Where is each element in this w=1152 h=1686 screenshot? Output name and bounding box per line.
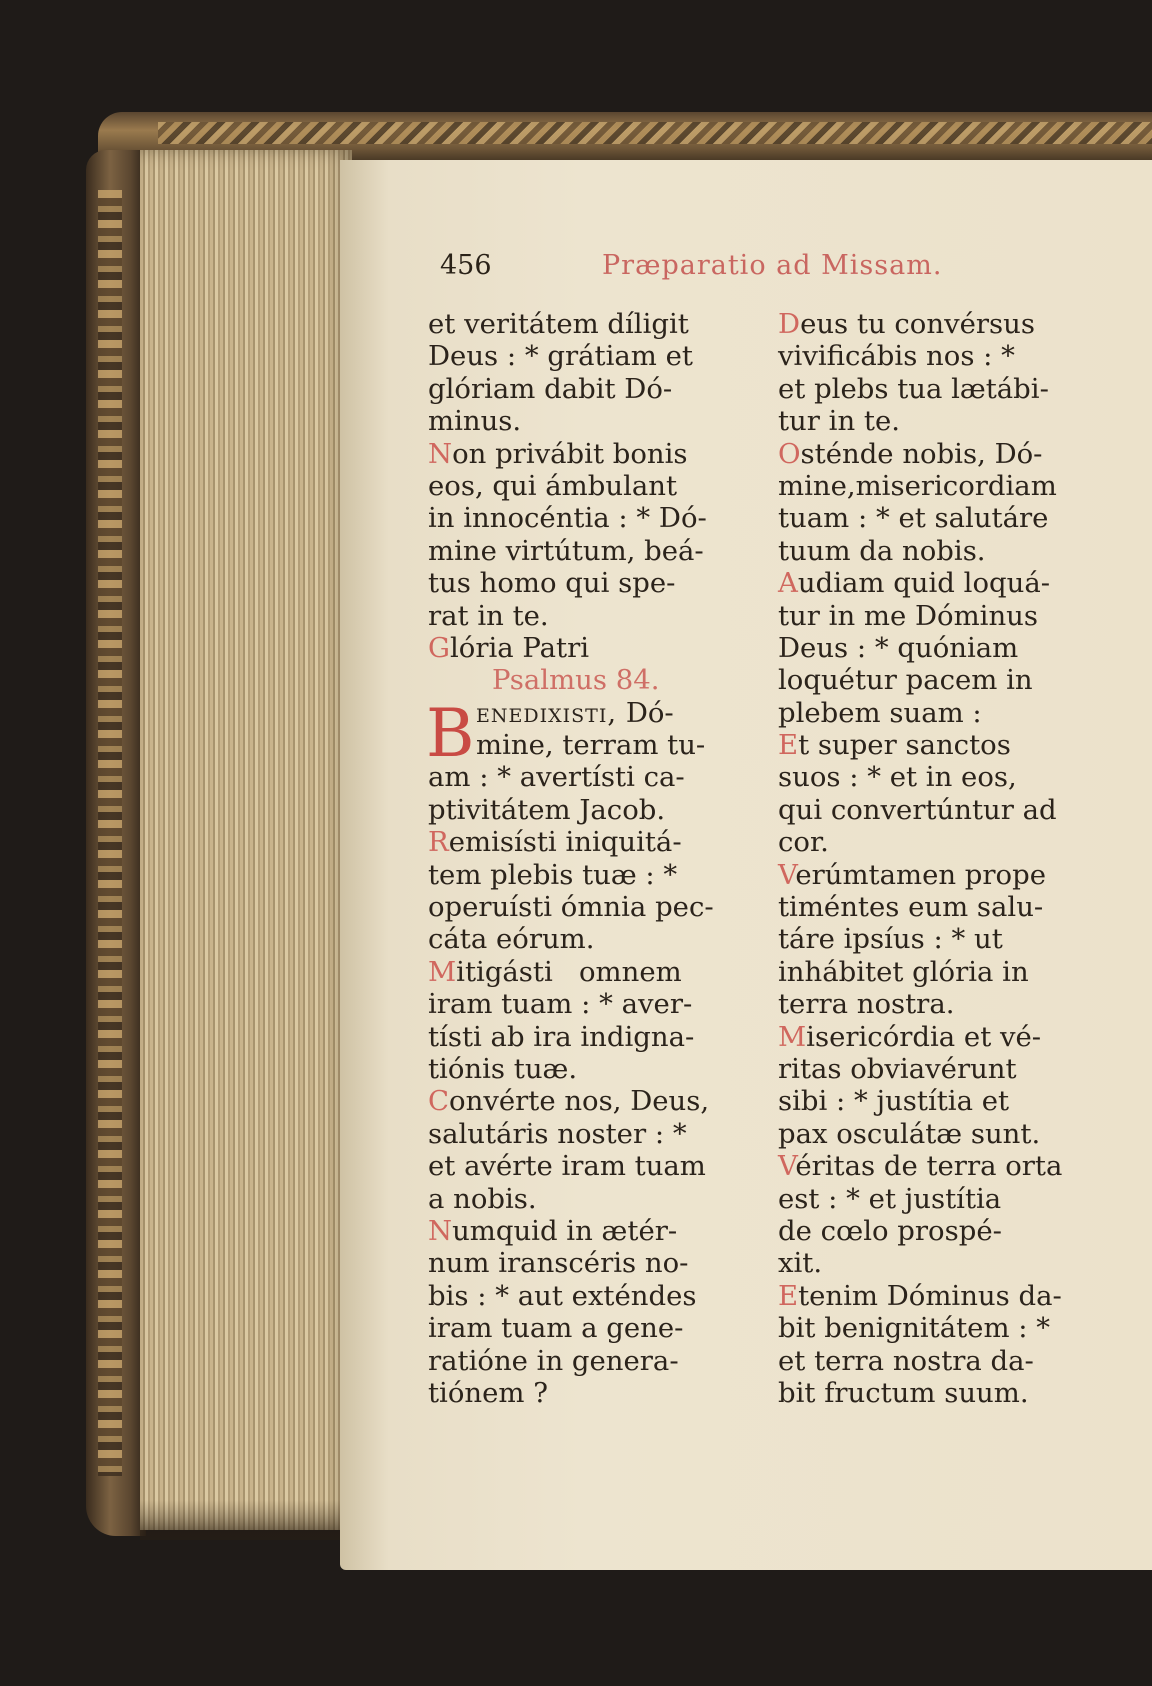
text-line [428, 373, 748, 405]
text-line [778, 405, 1118, 437]
line-text: tem plebis tuæ : * [428, 858, 678, 891]
line-text: operuísti ómnia pec- [428, 891, 714, 924]
line-text: tur in me Dóminus [778, 599, 1039, 632]
line-text: tiónem ? [428, 1376, 548, 1409]
drop-cap: B [426, 694, 475, 772]
red-initial: R [428, 826, 449, 859]
line-text: eos, qui ámbulant [428, 469, 678, 502]
line-text: itigásti omnem [456, 955, 682, 988]
line-text: et terra nostra da- [778, 1344, 1034, 1377]
text-line [428, 1377, 748, 1409]
text-line [428, 1150, 748, 1182]
line-text: eus tu convérsus [800, 308, 1035, 340]
line-text: bit benignitátem : * [778, 1312, 1051, 1345]
red-initial: N [428, 437, 453, 470]
line-text: et avérte iram tuam [428, 1150, 706, 1183]
page-header [440, 250, 1060, 290]
line-text: éritas de terra orta [795, 1150, 1063, 1183]
red-initial: C [428, 1085, 450, 1118]
book-page [340, 160, 1152, 1570]
text-line [778, 664, 1118, 696]
line-text: tenim Dóminus da- [798, 1279, 1062, 1312]
line-text: xit. [778, 1247, 823, 1280]
text-line [428, 923, 748, 955]
text-line [428, 438, 748, 470]
red-initial: O [778, 437, 801, 470]
text-line [778, 438, 1118, 470]
text-line [428, 956, 748, 988]
line-text: rat in te. [428, 599, 549, 632]
text-line [778, 1021, 1118, 1053]
text-line [778, 567, 1118, 599]
line-text: iram tuam : * aver- [428, 988, 693, 1021]
smallcaps-word: enedixisti, [476, 696, 618, 729]
line-text: táre ipsíus : * ut [778, 923, 1003, 956]
text-line [778, 373, 1118, 405]
text-line [428, 1053, 748, 1085]
red-initial: N [428, 1214, 453, 1247]
text-line [428, 1183, 748, 1215]
line-text: mine,misericordiam [778, 469, 1057, 502]
text-line [778, 1345, 1118, 1377]
text-line [778, 859, 1118, 891]
line-text: salutáris noster : * [428, 1117, 687, 1150]
line-text: minus. [428, 405, 522, 438]
line-text: terra nostra. [778, 988, 955, 1021]
line-text: onvérte nos, Deus, [449, 1085, 710, 1118]
line-text: pax osculátæ sunt. [778, 1117, 1041, 1150]
line-text: Dó- [617, 696, 674, 729]
line-text: plebem suam : [778, 696, 982, 729]
text-line [428, 1021, 748, 1053]
line-text: cor. [778, 826, 829, 859]
text-line [428, 761, 748, 793]
right-column [778, 308, 1118, 1409]
line-text: bis : * aut exténdes [428, 1279, 697, 1312]
text-line [428, 891, 748, 923]
text-line [778, 826, 1118, 858]
line-text: ratióne in genera- [428, 1344, 679, 1377]
text-line [778, 535, 1118, 567]
line-text: emisísti iniquitá- [448, 826, 682, 859]
text-line [778, 1215, 1118, 1247]
line-text: in innocéntia : * Dó- [428, 502, 707, 535]
text-line [778, 794, 1118, 826]
text-line [778, 1150, 1118, 1182]
line-text: erúmtamen prope [795, 858, 1046, 891]
line-text: on privábit bonis [452, 437, 688, 470]
text-line [428, 794, 748, 826]
text-line [428, 600, 748, 632]
red-initial: E [778, 729, 799, 762]
line-text: vivificábis nos : * [778, 340, 1015, 373]
text-line [778, 1085, 1118, 1117]
line-text: mine virtútum, beá- [428, 534, 704, 567]
line-text: qui convertúntur ad [778, 793, 1057, 826]
line-text: tuam : * et salutáre [778, 502, 1049, 535]
text-line [428, 826, 748, 858]
text-line [778, 729, 1118, 761]
red-initial: M [428, 955, 457, 988]
text-line [778, 1280, 1118, 1312]
spine-ornament [98, 190, 122, 1476]
text-line [778, 891, 1118, 923]
line-text: tus homo qui spe- [428, 567, 676, 600]
page-edges [140, 150, 352, 1530]
line-text: tuum da nobis. [778, 534, 986, 567]
line-text: inhábitet glória in [778, 955, 1029, 988]
text-line [428, 405, 748, 437]
text-line [428, 567, 748, 599]
text-line [428, 470, 748, 502]
line-text: cáta eórum. [428, 923, 595, 956]
text-line [778, 308, 1118, 340]
text-line [778, 502, 1118, 534]
line-text: lória Patri [449, 631, 590, 664]
line-text: udiam quid loquá- [797, 567, 1051, 600]
text-line [428, 1312, 748, 1344]
line-text: Deus : * grátiam et [428, 340, 693, 373]
line-text: glóriam dabit Dó- [428, 372, 673, 405]
line-text: ptivitátem Jacob. [428, 793, 666, 826]
page-edges-shadow [140, 1500, 352, 1540]
line-text: am : * avertísti ca- [428, 761, 685, 794]
line-text: est : * et justítia [778, 1182, 1002, 1215]
red-initial: G [428, 631, 450, 664]
text-line [428, 1215, 748, 1247]
line-text: isericórdia et vé- [806, 1020, 1042, 1053]
text-line [778, 956, 1118, 988]
text-line [428, 1118, 748, 1150]
text-line [428, 1280, 748, 1312]
red-initial: V [778, 1150, 796, 1183]
left-column [428, 308, 748, 1409]
text-line [778, 923, 1118, 955]
line-text: num iranscéris no- [428, 1247, 689, 1280]
red-initial: V [778, 858, 796, 891]
text-line [778, 1053, 1118, 1085]
text-line [778, 761, 1118, 793]
book-spine [86, 150, 146, 1536]
line-text: Deus : * quóniam [778, 631, 1019, 664]
text-line [428, 632, 748, 664]
text-line [778, 697, 1118, 729]
text-line [778, 1183, 1118, 1215]
line-text: tísti ab ira indigna- [428, 1020, 695, 1053]
text-line [778, 600, 1118, 632]
red-initial: A [778, 567, 798, 600]
line-text: a nobis. [428, 1182, 537, 1215]
line-text: timéntes eum salu- [778, 891, 1044, 924]
text-line [778, 1377, 1118, 1409]
text-line [778, 1118, 1118, 1150]
line-text: mine, terram tu- [476, 729, 706, 762]
text-line [428, 1345, 748, 1377]
line-text: loquétur pacem in [778, 664, 1033, 697]
line-text: ritas obviavérunt [778, 1052, 1017, 1085]
running-title: Præparatio ad Missam. [602, 250, 943, 281]
text-line [428, 988, 748, 1020]
line-text: iram tuam a gene- [428, 1312, 684, 1345]
line-text: t super sanctos [798, 729, 1011, 762]
cover-ornament [158, 122, 1152, 144]
line-text: et veritátem díligit [428, 308, 689, 340]
line-text: de cœlo prospé- [778, 1214, 1002, 1247]
text-line [778, 1312, 1118, 1344]
red-initial: D [778, 308, 801, 340]
text-line [428, 1085, 748, 1117]
line-text: et plebs tua lætábi- [778, 372, 1049, 405]
text-line [428, 340, 748, 372]
line-text: bit fructum suum. [778, 1376, 1029, 1409]
red-initial: M [778, 1020, 807, 1053]
line-text: umquid in ætér- [452, 1214, 678, 1247]
red-initial: E [778, 1279, 799, 1312]
text-line [428, 1247, 748, 1279]
text-line [428, 729, 748, 761]
text-line [428, 308, 748, 340]
text-line [428, 535, 748, 567]
text-line [778, 470, 1118, 502]
line-text: sténde nobis, Dó- [800, 437, 1043, 470]
line-text: suos : * et in eos, [778, 761, 1017, 794]
text-line [778, 632, 1118, 664]
text-line [428, 859, 748, 891]
text-line [428, 502, 748, 534]
line-text: tiónis tuæ. [428, 1052, 578, 1085]
text-line [778, 340, 1118, 372]
text-line [778, 988, 1118, 1020]
psalm-heading: Psalmus 84. [492, 664, 660, 697]
line-text: sibi : * justítia et [778, 1085, 1010, 1118]
text-line [778, 1247, 1118, 1279]
page-number: 456 [440, 250, 492, 281]
line-text: tur in te. [778, 405, 900, 438]
